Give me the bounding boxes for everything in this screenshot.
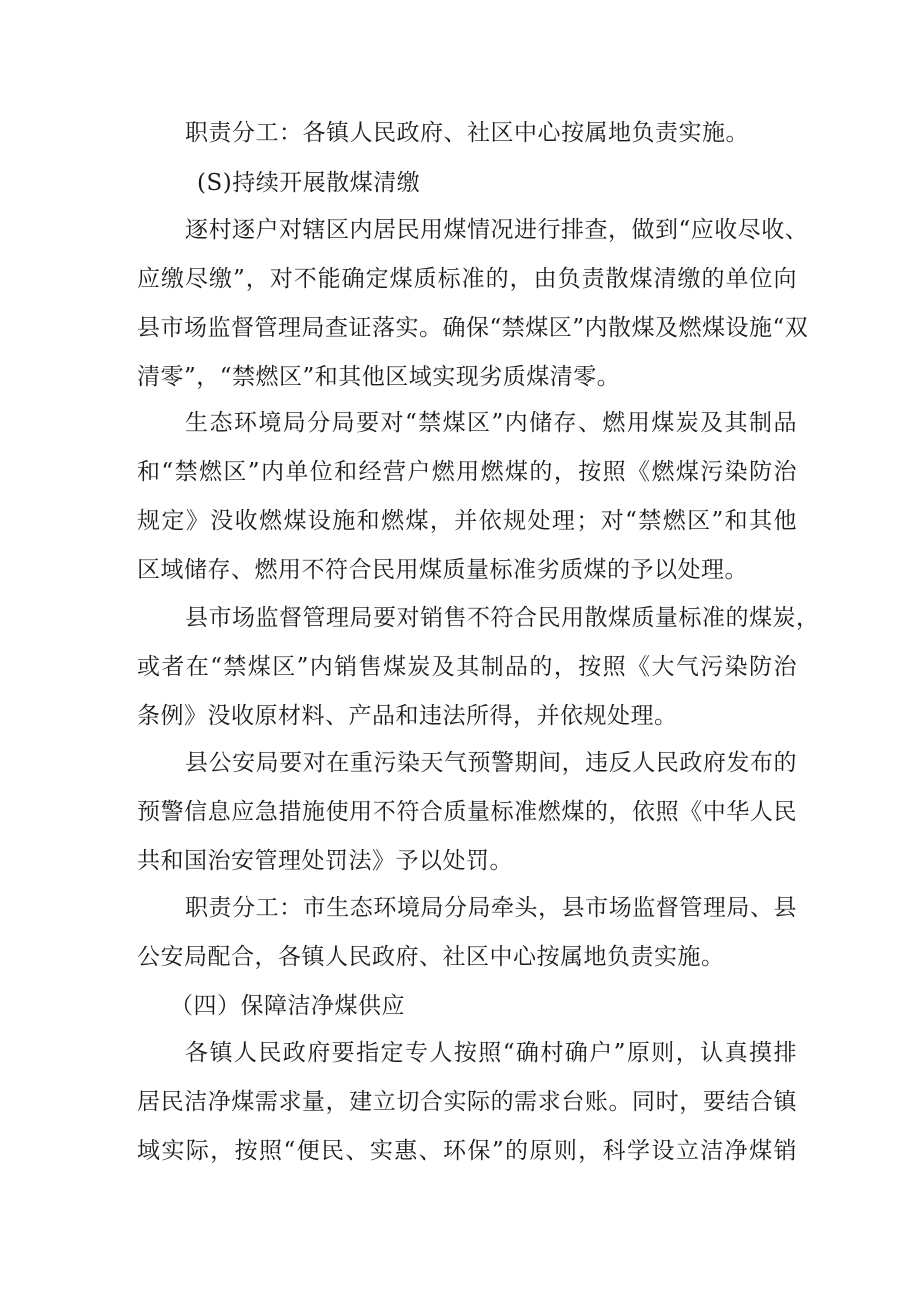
responsibility-2-line-1: 职责分工：市生态环境局分局牵头，县市场监督管理局、县 — [185, 895, 797, 921]
paragraph-3-line-1: 县市场监督管理局要对销售不符合民用散煤质量标准的煤炭， — [185, 605, 820, 631]
paragraph-1-line-2: 应缴尽缴”，对不能确定煤质标准的，由负责散煤清缴的单位向 — [137, 266, 797, 292]
paragraph-5-line-2: 居民洁净煤需求量，建立切合实际的需求台账。同时，要结合镇 — [137, 1089, 797, 1115]
paragraph-2-line-4: 区域储存、燃用不符合民用煤质量标准劣质煤的予以处理。 — [137, 557, 748, 583]
section-heading-s: (S)持续开展散煤清缴 — [197, 170, 421, 196]
paragraph-2-line-1: 生态环境局分局要对“禁煤区”内储存、燃用煤炭及其制品 — [185, 410, 797, 436]
paragraph-2-line-2: 和“禁燃区”内单位和经营户燃用燃煤的，按照《燃煤污染防治 — [137, 459, 797, 485]
paragraph-5-line-3: 域实际，按照“便民、实惠、环保”的原则，科学设立洁净煤销 — [137, 1138, 797, 1164]
responsibility-2-line-2: 公安局配合，各镇人民政府、社区中心按属地负责实施。 — [137, 944, 725, 970]
paragraph-3-line-2: 或者在“禁煤区”内销售煤炭及其制品的，按照《大气污染防治 — [137, 654, 797, 680]
responsibility-line-1: 职责分工：各镇人民政府、社区中心按属地负责实施。 — [185, 120, 749, 146]
paragraph-4-line-1: 县公安局要对在重污染天气预警期间，违反人民政府发布的 — [185, 750, 797, 776]
paragraph-1-line-4: 清零”，“禁燃区”和其他区域实现劣质煤清零。 — [137, 364, 621, 390]
paragraph-5-line-1: 各镇人民政府要指定专人按照“确村确户”原则，认真摸排 — [185, 1040, 797, 1066]
paragraph-4-line-2: 预警信息应急措施使用不符合质量标准燃煤的，依照《中华人民 — [137, 799, 797, 825]
section-heading-4: （四）保障洁净煤供应 — [170, 993, 405, 1019]
paragraph-2-line-3: 规定》没收燃煤设施和燃煤，并依规处理；对“禁燃区”和其他 — [137, 508, 797, 534]
paragraph-1-line-3: 县市场监督管理局查证落实。确保“禁煤区”内散煤及燃煤设施“双 — [137, 315, 809, 341]
paragraph-4-line-3: 共和国治安管理处罚法》予以处罚。 — [137, 848, 513, 874]
paragraph-3-line-3: 条例》没收原材料、产品和违法所得，并依规处理。 — [137, 703, 678, 729]
paragraph-1-line-1: 逐村逐户对辖区内居民用煤情况进行排查，做到“应收尽收、 — [185, 217, 809, 243]
